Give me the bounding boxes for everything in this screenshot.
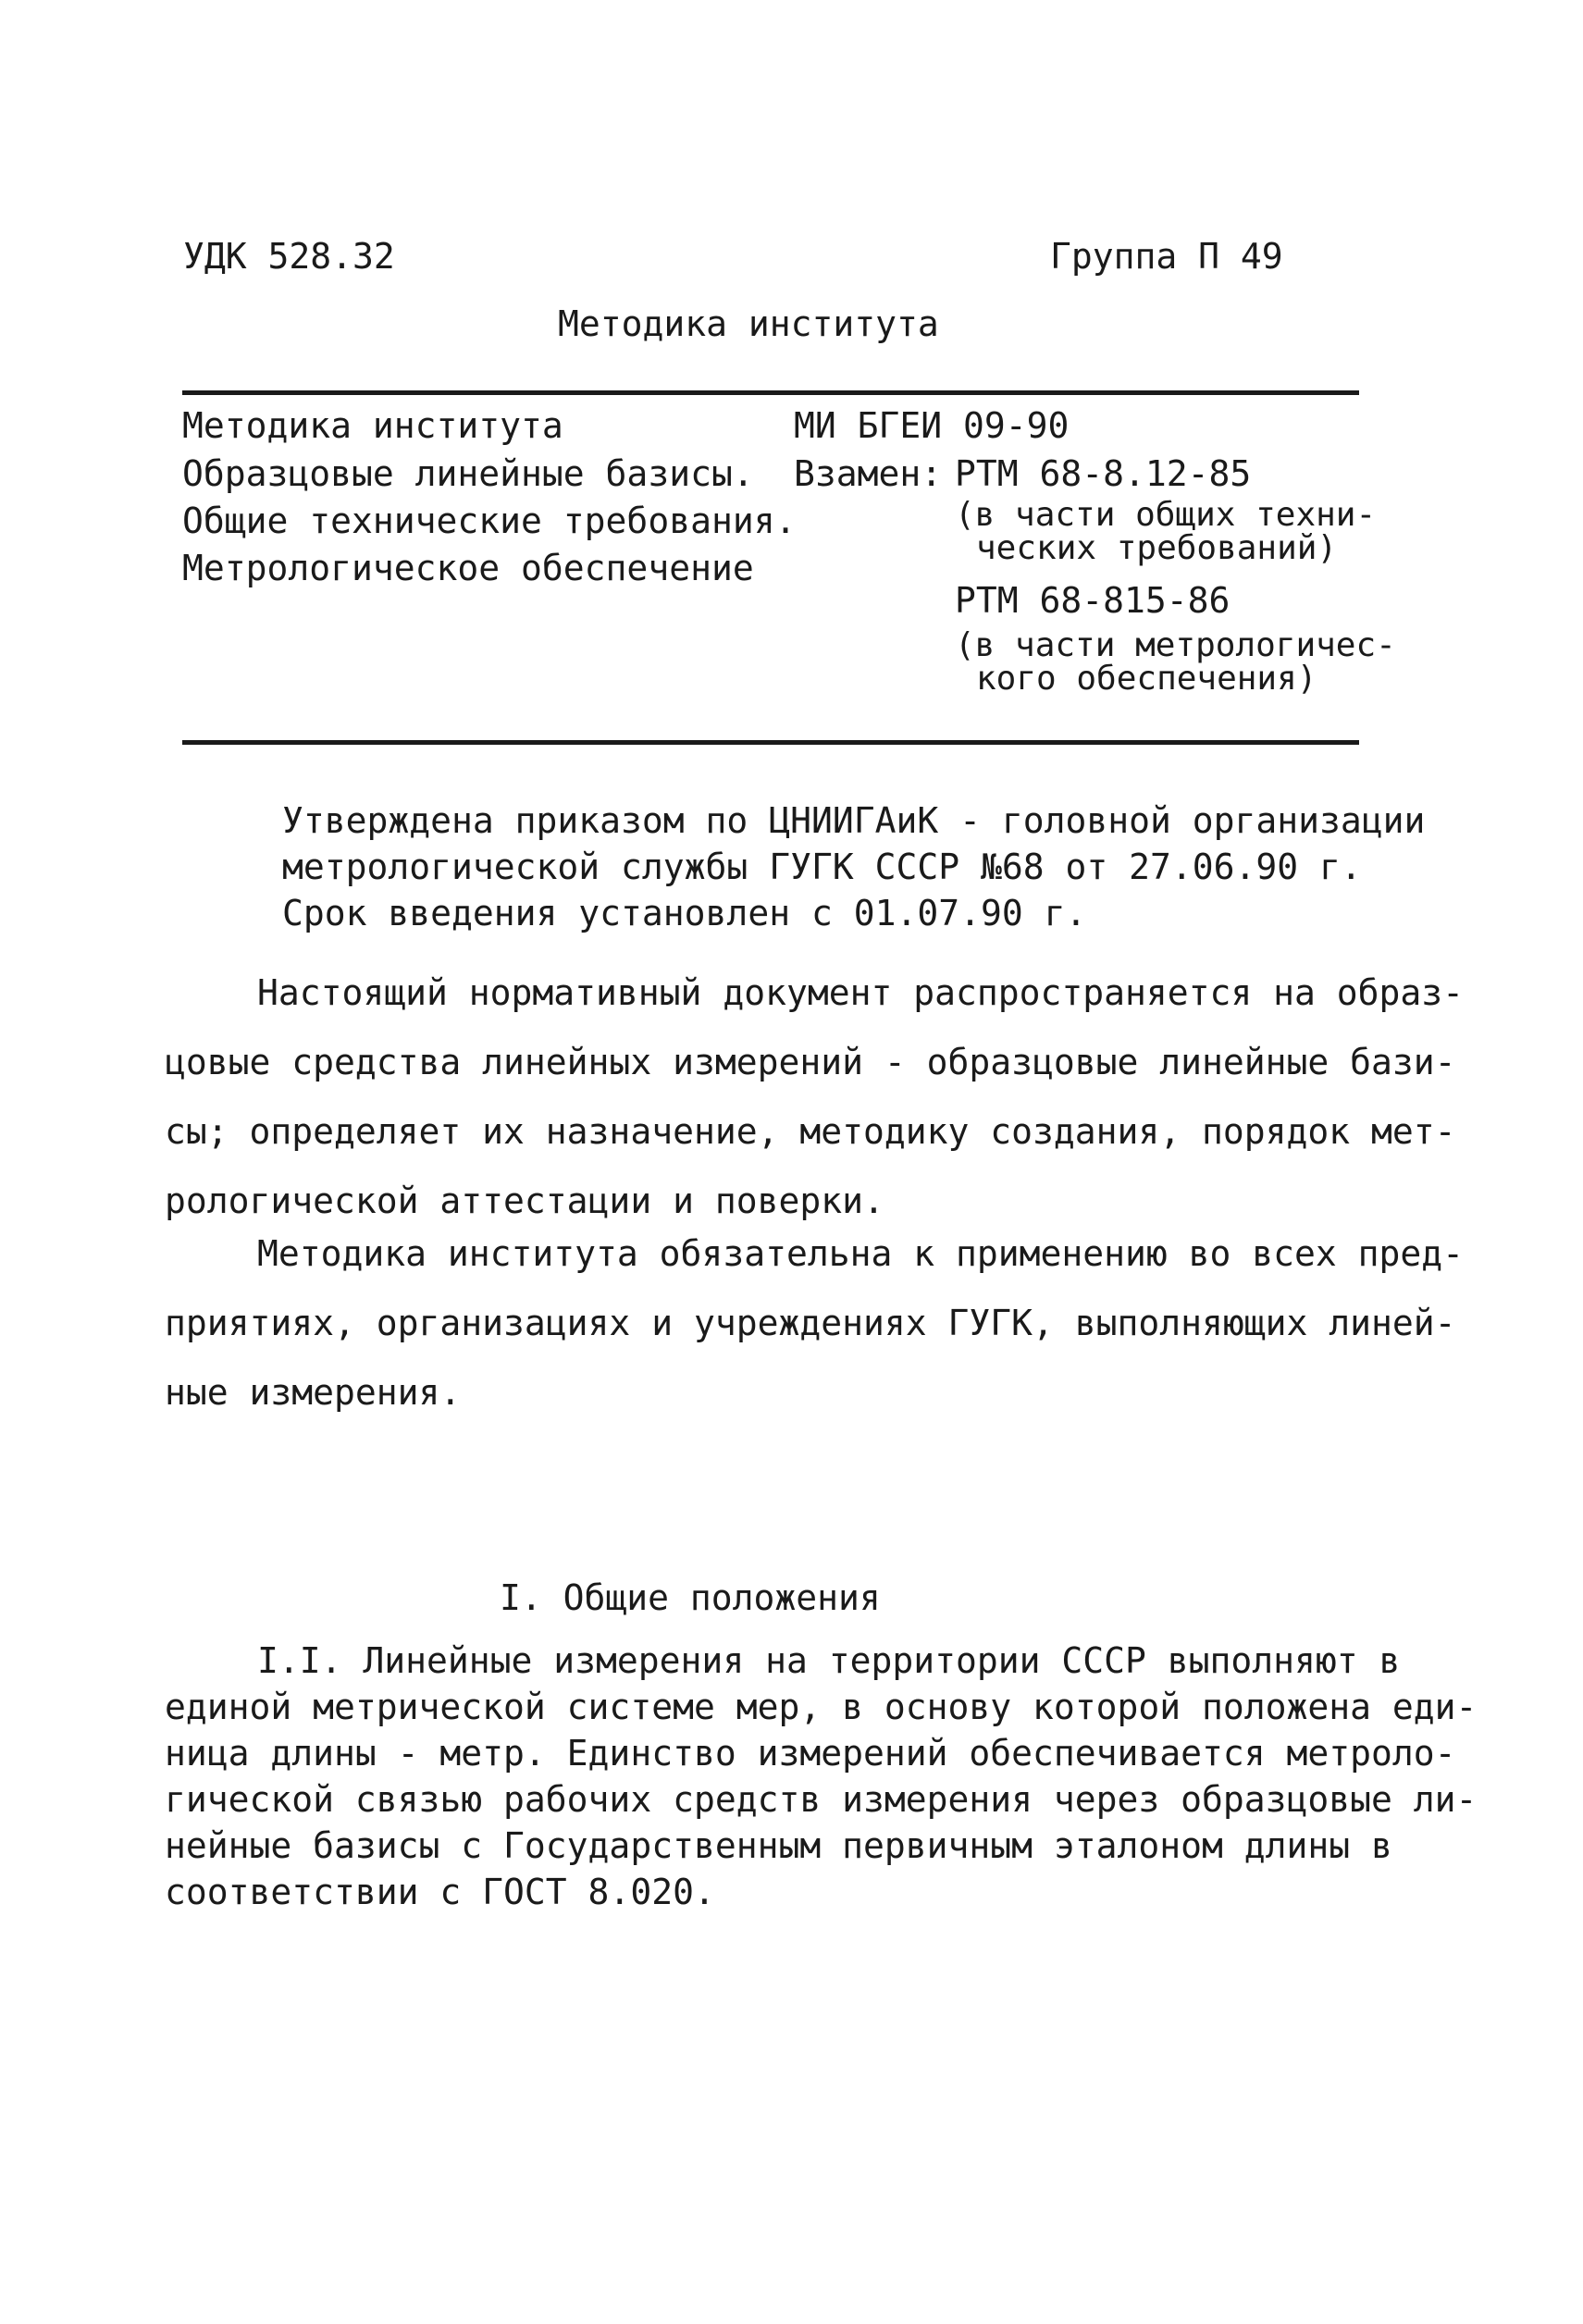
title-line: Образцовые линейные базисы. bbox=[182, 453, 754, 494]
title-line: Метрологическое обеспечение bbox=[182, 548, 754, 588]
replaces-note-1: (в части общих техни- bbox=[955, 496, 1377, 534]
approval-line: Утверждена приказом по ЦНИИГАиК - головной организации bbox=[282, 800, 1426, 841]
paragraph-line: Методика института обязательна к применению во всех пред- bbox=[257, 1233, 1465, 1274]
approval-line: Срок введения установлен с 01.07.90 г. bbox=[282, 893, 1087, 933]
udk-code: УДК 528.32 bbox=[183, 236, 395, 277]
paragraph-line: Настоящий нормативный документ распространяется на образ- bbox=[257, 972, 1465, 1013]
intro-paragraph bbox=[165, 958, 1465, 1236]
title-block-top-rule bbox=[182, 390, 1359, 395]
paragraph-line: нейные базисы с Государственным первичным эталоном длины в bbox=[165, 1825, 1392, 1866]
replaces-document-1: РТМ 68-8.12-85 bbox=[955, 453, 1252, 494]
paragraph-line: гической связью рабочих средств измерения через образцовые ли- bbox=[165, 1779, 1478, 1820]
replaces-note-1: ческих требований) bbox=[976, 529, 1338, 567]
replaces-note-2: кого обеспечения) bbox=[976, 660, 1317, 698]
group-code: Группа П 49 bbox=[1050, 236, 1283, 277]
replaces-label: Взамен: bbox=[794, 453, 943, 494]
paragraph-line: рологической аттестации и поверки. bbox=[165, 1181, 884, 1221]
section-paragraph bbox=[165, 1638, 1478, 1915]
document-subtitle: Методика института bbox=[558, 303, 939, 344]
title-line: Общие технические требования. bbox=[182, 501, 797, 541]
replaces-document-2: РТМ 68-815-86 bbox=[955, 580, 1231, 621]
paragraph-line: соответствии с ГОСТ 8.020. bbox=[165, 1872, 715, 1912]
section-heading: I. Общие положения bbox=[500, 1577, 881, 1618]
paragraph-line: I.I. Линейные измерения на территории СССР выполняют в bbox=[257, 1640, 1401, 1681]
paragraph-line: приятиях, организациях и учреждениях ГУГК, выполняющих линей- bbox=[165, 1303, 1456, 1343]
paragraph-line: единой метрической системе мер, в основу которой положена еди- bbox=[165, 1687, 1478, 1727]
title-line: Методика института bbox=[182, 405, 563, 446]
replaces-note-2: (в части метрологичес- bbox=[955, 626, 1396, 664]
paragraph-line: ница длины - метр. Единство измерений обеспечивается метроло- bbox=[165, 1733, 1456, 1774]
intro-paragraph bbox=[165, 1219, 1465, 1428]
paragraph-line: сы; определяет их назначение, методику создания, порядок мет- bbox=[165, 1111, 1456, 1152]
paragraph-line: цовые средства линейных измерений - образцовые линейные бази- bbox=[165, 1042, 1456, 1082]
title-block-bottom-rule bbox=[182, 740, 1359, 745]
paragraph-line: ные измерения. bbox=[165, 1372, 462, 1413]
approval-line: метрологической службы ГУГК СССР №68 от 27.06.90 г. bbox=[282, 847, 1362, 887]
document-code: МИ БГЕИ 09-90 bbox=[794, 405, 1070, 446]
